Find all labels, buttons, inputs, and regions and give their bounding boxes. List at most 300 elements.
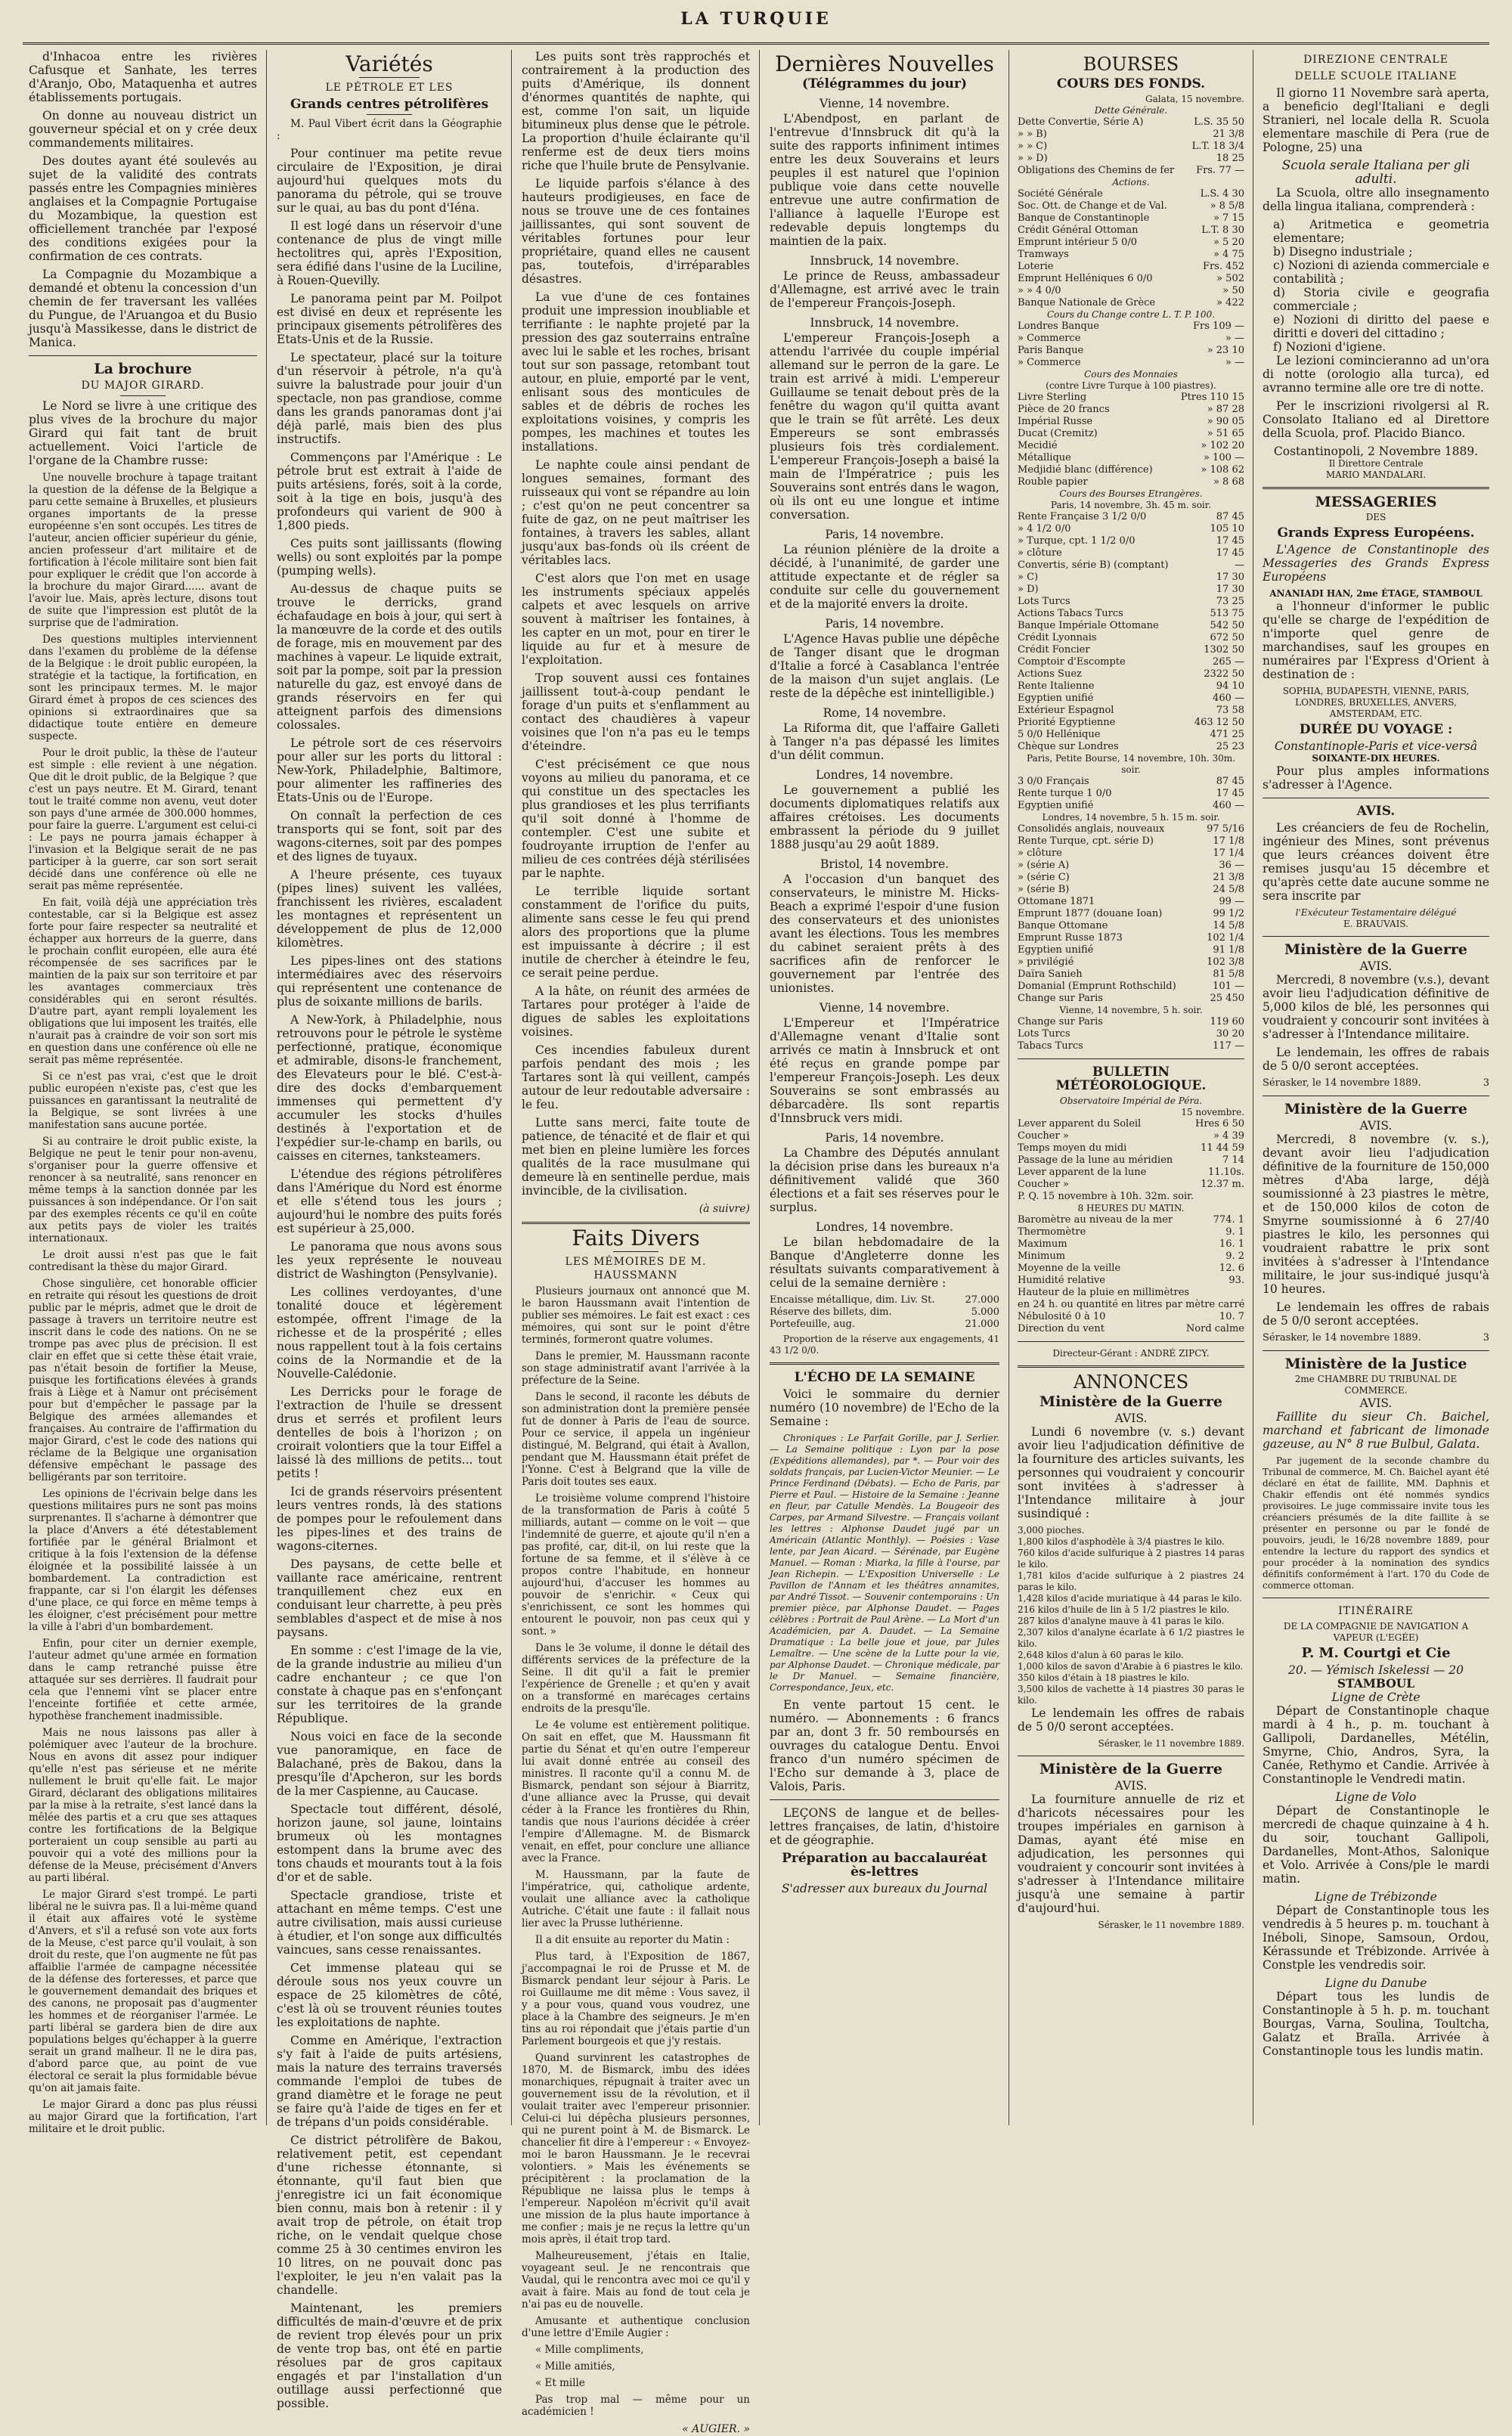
paragraph: Le pétrole sort de ces réservoirs pour aller sur les ports du littoral : New-York, Philadelphie, Baltimore, pour alimenter les raffineries des Etats-Unis ou de l'Europe. [277, 736, 502, 804]
paragraph: Mais ne nous laissons pas aller à polémiquer avec l'auteur de la brochure. Nous en avons dit assez pour indiquer qu'elle n'est pas sérieuse et ne mérite nullement le bruit qu'elle fait. Le major Girard, déclarant des obligations militaires par la mise à la retraite, s'est lancé dans la mêlée des partis et a cru que ses attaques contre les fortifications de la Belgique porteraient un coup sensible au parti au pouvoir qui a voté des millions pour la défense de la Meuse, précisément d'Anvers au parti libéral. [29, 1727, 257, 1884]
guerre2-avis: AVIS. [1359, 1119, 1393, 1133]
table-row [1018, 392, 1244, 404]
row-label: Emprunt Helléniques 6 0/0 [1018, 273, 1153, 284]
echo-title: L'ÉCHO DE LA SEMAINE [794, 1370, 975, 1385]
petrole-title: Grands centres pétrolifères [290, 97, 489, 112]
column-5 [1018, 50, 1244, 2125]
table-row [1018, 860, 1244, 872]
paragraph: Les puits sont très rapprochés et contrairement à la production des puits d'Amérique, ils donnent d'énormes quantités de naphte, qui est, comme l'on sait, un liquide bitumineux plus dense que le pétrole. La proportion d'huile éclairante qu'il renferme est de deux tiers moins riche que l'huile brute de Pensylvanie. [522, 50, 750, 172]
table-row [1018, 212, 1244, 225]
row-value: » — [1225, 357, 1244, 368]
ad2-text: La fourniture annuelle de riz et d'haricots nécessaires pour les troupes impériales en garnison à Damas, ayant été mise en adjudication, les personnes qui voudraient y concourir sont invitées à s'adresser à l'Intendance militaire jusqu'à une semaine à partir d'aujourd'hui. [1018, 1793, 1244, 1915]
agency-line: ANANIADI HAN, 2me ÉTAGE, STAMBOUL [1269, 588, 1483, 599]
messageries-subtitle: Grands Express Européens. [1277, 525, 1475, 541]
row-label: » (série C) [1018, 872, 1070, 883]
row-label: Rente Italienne [1018, 680, 1095, 692]
row-value: 9. 1 [1225, 1226, 1244, 1238]
guerre1-title: Ministère de la Guerre [1284, 941, 1467, 958]
dispatch-dateline: Innsbruck, 14 novembre. [810, 316, 959, 330]
table-row [1018, 1179, 1244, 1191]
divider [522, 1222, 750, 1224]
table-row [1018, 333, 1244, 345]
row-value: 24 5/8 [1213, 884, 1244, 895]
table-row [1018, 1167, 1244, 1179]
paragraph: Le droit aussi n'est pas que le fait contredisant la thèse du major Girard. [29, 1249, 257, 1273]
row-label: Convertis, série B) (comptant) [1018, 559, 1169, 571]
paragraph: Pour continuer ma petite revue circulaire de l'Exposition, je dirai aujourd'hui quelques mots du panorama du pétrole, qui se trouve sur le quai, au bas du pont d'Iéna. [277, 147, 502, 215]
paragraph: Dans le second, il raconte les débuts de son administration dont la première pensée fut de donner à Paris de l'eau de source. Pour ce service, il appela un ingénieur distingué, M. Belgrand, qui était à Avallon, pendant que M. Haussmann était préfet de l'Yonne. C'est à Belgrand que la ville de Paris doit toutes ses eaux. [522, 1391, 750, 1488]
shipping-line-text: Départ de Constantinople le mercredi de chaque quinzaine à 4 h. du soir, touchant Gallipoli, Dardanelles, Mont-Athos, Salonique et Volo. Arrivée à Cons/ple le mardi matin. [1263, 1804, 1489, 1886]
row-label: Crédit Foncier [1018, 644, 1090, 655]
paragraph: Pour le droit public, la thèse de l'auteur est simple : elle revient à une négation. Que dit le droit public, de la Belgique ? que c'est un pays neutre. Et M. Girard, tenant tout le traité comme non avenu, veut doter son pays d'une armée de 300.000 hommes, pour faire la guerre. L'argument est celui-ci : Le pays ne pourra jamais échapper à l'invasion et la Belgique serait de ne pas participer à la guerre, car son sort serait décidé dans une conférence où elle ne serait pas même représentée. [29, 747, 257, 892]
table-row [1018, 705, 1244, 717]
agency-text: a l'honneur d'informer le public qu'elle se charge de l'expédition de n'importe quel genre de marchandises, sauf les groupes en numéraires par l'Express d'Orient à destination de : [1263, 600, 1489, 681]
guerre1-sign: Sérasker, le 14 novembre 1889. [1263, 1077, 1421, 1089]
paragraph: En somme : c'est l'image de la vie, de la grande industrie au milieu d'un cadre enchanteur ; ce que l'on constate à chaque pas en s'enfonçant sur les territoires de la grande République. [277, 1644, 502, 1725]
ad-item: 760 kilos d'acide sulfurique à 2 piastres 14 paras le kilo. [1018, 1548, 1244, 1570]
brochure-title: La brochure [94, 361, 192, 377]
row-value: 73 58 [1216, 705, 1244, 716]
byline: M. Paul Vibert écrit dans la Géographie : [277, 118, 502, 142]
agency-cities: SOPHIA, BUDAPESTH, VIENNE, PARIS, LONDRES, BRUXELLES, ANVERS, AMSTERDAM, ETC. [1282, 686, 1470, 719]
row-label: Direction du vent [1018, 1323, 1105, 1334]
dispatch-dateline: Paris, 14 novembre. [825, 528, 944, 541]
row-label: » (série A) [1018, 860, 1070, 871]
guerre2-sign: Sérasker, le 14 novembre 1889. [1263, 1332, 1421, 1344]
school-items [1263, 218, 1489, 354]
paragraph: Le terrible liquide sortant constamment de l'orifice du puits, alimente sans cesse le feu qui prend alors des proportions que la plume est impuissante à décrire ; il est inutile de chercher à éteindre le feu, ce serait peine perdue. [522, 885, 750, 980]
row-value: Frs. 452 [1203, 261, 1244, 272]
monnaies-title: Cours des Monnaies [1084, 369, 1178, 380]
divider [359, 77, 420, 78]
masthead-title: LA TURQUIE [680, 9, 832, 29]
table-row [1018, 141, 1244, 153]
table-row [1018, 225, 1244, 237]
row-label: Tramways [1018, 249, 1069, 260]
row-value: » 50 [1222, 285, 1244, 296]
school-title: Scuola serale Italiana per gli adulti. [1281, 158, 1470, 187]
school-item: b) Disegno industriale ; [1273, 245, 1413, 259]
paragraph: Maintenant, les premiers difficultés de main-d'œuvre et de prix de revient trop élevés pour un prix de vente trop bas, ont été en partie résolues par de gros capitaux engagés et par l'installation d'un outillage aussi perfectionné que possible. [277, 2301, 502, 2410]
row-label: Mecidié [1018, 440, 1058, 451]
monnaies-table [1018, 392, 1244, 488]
row-value: 9. 2 [1225, 1251, 1244, 1262]
table-row [1018, 416, 1244, 428]
row-label: Consolidés anglais, nouveaux [1018, 823, 1165, 835]
row-value: 101 — [1213, 981, 1244, 992]
shipping-line-title: Ligne du Danube [1325, 1976, 1427, 1990]
monnaies-subtitle: (contre Livre Turque à 100 piastres). [1046, 380, 1216, 391]
row-label: » C) [1018, 572, 1039, 583]
dispatch-text: Le prince de Reuss, ambassadeur d'Allemagne, est arrivé avec le train de l'empereur François-Joseph. [770, 269, 999, 310]
paragraph: Dans le premier, M. Haussmann raconte son stage administratif avant l'arrivée à la préfecture de la Seine. [522, 1350, 750, 1387]
divider [770, 1799, 999, 1800]
row-label: Hauteur de la pluie en millimètres [1018, 1287, 1190, 1298]
school-item: a) Aritmetica e geometria elementare; [1273, 218, 1489, 245]
paragraph: Le liquide parfois s'élance à des hauteurs prodigieuses, en face de nous se trouve une de ces fontaines jaillissantes, qui sont souvent de véritables fortunes pour leur propriétaire, quand elles ne causent pas, toutefois, d'irréparables désastres. [522, 177, 750, 286]
divider [613, 1251, 658, 1252]
table-row [1018, 1323, 1244, 1335]
column-rule [266, 50, 267, 2125]
row-value: 12. 6 [1219, 1263, 1244, 1274]
table-row [1018, 884, 1244, 896]
itinerary-subtitle: DE LA COMPAGNIE DE NAVIGATION A VAPEUR (L'EGÉE) [1283, 1621, 1469, 1643]
table-row [1018, 547, 1244, 559]
paragraph: On donne au nouveau district un gouverneur spécial et on y crée deux commandements militaires. [29, 109, 257, 150]
fonds-title: COURS DES FONDS. [1056, 76, 1206, 91]
row-label: 5 0/0 Hellénique [1018, 729, 1101, 740]
paragraph: Ces puits sont jaillissants (flowing wells) ou sont exploités par la pompe (pumping wells). [277, 537, 502, 578]
row-value: » 4 75 [1213, 249, 1244, 260]
guerre1-text: Mercredi, 8 novembre (v.s.), devant avoir lieu l'adjudication définitive de 5,000 kilos de blé, les personnes qui voudraient y concourir sont invitées à s'adresser à l'Intendance militaire. [1263, 973, 1489, 1041]
paragraph: A l'heure présente, ces tuyaux (pipes lines) suivent les vallées, franchissent les rivières, escaladent les montagnes et représentent un développement de plus de 12,000 kilomètres. [277, 868, 502, 950]
row-label: Banque Impériale Ottomane [1018, 620, 1159, 631]
table-row [1018, 608, 1244, 620]
table-row [1018, 741, 1244, 753]
guerre2-sign-row [1263, 1332, 1489, 1344]
divider [770, 1362, 999, 1365]
meteo-heures: 8 HEURES DU MATIN. [1077, 1203, 1185, 1213]
ad-item: 1,781 kilos d'acide sulfurique à 2 piastres 24 paras le kilo. [1018, 1570, 1244, 1592]
rochelin-text: Les créanciers de feu de Rochelin, ingénieur des Mines, sont prévenus que leurs créances doivent être remises jusqu'au 15 décembre et qu'après cette date aucune somme ne sera inscrite par [1263, 821, 1489, 903]
paragraph: Les pipes-lines ont des stations intermédiaires avec des réservoirs qui représentent une contenance de plus de soixante millions de barils. [277, 954, 502, 1009]
row-value: 542 50 [1210, 620, 1244, 631]
augier-signature: « AUGIER. » [682, 2423, 750, 2435]
masthead-rule [23, 42, 1489, 45]
row-label: Medjidié blanc (différence) [1018, 464, 1153, 476]
dispatch-dateline: Londres, 14 novembre. [816, 1220, 953, 1234]
bourses-title: BOURSES [1083, 54, 1179, 75]
dispatch-text: Le bilan hebdomadaire de la Banque d'Angleterre donne les résultats suivants comparativement à celui de la semaine dernière : [770, 1235, 999, 1290]
annonces-title: ANNONCES [1073, 1371, 1189, 1393]
guerre1-close: Le lendemain, les offres de rabais de 5 0/0 seront acceptées. [1263, 1046, 1489, 1073]
row-value: 463 12 50 [1194, 717, 1244, 728]
paragraph: Plusieurs journaux ont annoncé que M. le baron Haussmann avait l'intention de publier ses mémoires. Le fait est exact : ces mémoires, qui sont sur le point d'être terminés, formeront quatre volumes. [522, 1285, 750, 1346]
school-item: c) Nozioni di azienda commerciale e contabilità ; [1273, 259, 1489, 286]
petrole-body [277, 147, 502, 2410]
table-row [1018, 1299, 1244, 1311]
vienna-line: Vienne, 14 novembre, 5 h. soir. [1059, 1005, 1203, 1015]
shipping-lines [1263, 1691, 1489, 2058]
row-label: Loterie [1018, 261, 1054, 272]
row-label: Change sur Paris [1018, 1016, 1103, 1027]
table-row [1018, 920, 1244, 932]
row-label: Londres Banque [1018, 321, 1099, 332]
row-value: 7 14 [1222, 1154, 1244, 1166]
table-row [1018, 1263, 1244, 1275]
row-value: » — [1225, 333, 1244, 344]
dispatch-text: Le gouvernement a publié les documents diplomatiques relatifs aux affaires crétoises. Les documents embrassent la période du 9 juillet 1888 jusqu'au 29 août 1889. [770, 783, 999, 851]
table-row [1018, 729, 1244, 741]
ad-item: 1,800 kilos d'asphodèle à 3/4 piastres le kilo. [1018, 1536, 1225, 1547]
row-value: 81 5/8 [1213, 969, 1244, 980]
paragraph: Le 4e volume est entièrement politique. On sait en effet, que M. Haussmann fit partie du Sénat et qu'en outre l'empereur lui avait donné entrée au conseil des ministres. Il raconte qu'il a connu M. de Bismarck, pendant son séjour à Biarritz, d'une alliance avec la Prusse, qui devait céder à la France les frontières du Rhin, tandis que nous l'aurions décidée à créer l'empire d'Allemagne. M. de Bismarck venait, en effet, pour conclure une alliance avec la France. [522, 1719, 750, 1864]
row-value: 87 45 [1216, 776, 1244, 787]
school-text-4: Per le inscrizioni rivolgersi al R. Consolato Italiano ed al Direttore della Scuola, prof. Placido Bianco. [1263, 399, 1489, 440]
table-row [1018, 428, 1244, 440]
table-row [1018, 1028, 1244, 1040]
ministere-title-2: Ministère de la Guerre [1040, 1761, 1222, 1777]
ad-item: 2,648 kilos d'alun à 60 paras le kilo. [1018, 1650, 1184, 1660]
table-row [1018, 273, 1244, 285]
paragraph: Le naphte coule ainsi pendant de longues semaines, formant des ruisseaux qui vont se répandre au loin ; c'est qu'on ne peut concentrer sa fuite de gaz, on ne peut maîtriser les fontaines, à travers les sables, allant jusqu'aux bas-fonds où ils créent de véritables lacs. [522, 458, 750, 567]
row-value: 97 5/16 [1207, 823, 1244, 835]
paragraph: Trop souvent aussi ces fontaines jaillissent tout-à-coup pendant le forage d'un puits et s'enflamment au contact des chaudières à vapeur voisines que l'on n'a pas eu le temps d'éteindre. [522, 671, 750, 753]
row-value: » 8 5/8 [1210, 200, 1244, 212]
guerre1-sign-row [1263, 1077, 1489, 1089]
table-row [1018, 596, 1244, 608]
row-value: » 90 05 [1207, 416, 1244, 427]
divider [1018, 1341, 1244, 1342]
shipping-line-text: Départ tous les lundis de Constantinople à 5 h. p. m. touchant Bourgas, Varna, Soulina, Toultcha, Galatz et Braïla. Arrivée à Constantinople tous les lundis matin. [1263, 1990, 1489, 2058]
row-value: 93. [1228, 1275, 1244, 1286]
paragraph: « Et mille [535, 2377, 585, 2389]
echo-intro: Voici le sommaire du dernier numéro (10 novembre) de l'Echo de la Semaine : [770, 1387, 999, 1428]
table-row [1018, 717, 1244, 729]
school-date: Costantinopoli, 2 Novembre 1889. [1273, 445, 1479, 458]
row-value: 99 1/2 [1213, 908, 1244, 919]
row-value: 10. 7 [1219, 1311, 1244, 1322]
school-item: e) Nozioni di diritto del paese e diritti e doveri del cittadino ; [1273, 313, 1489, 340]
row-label: Baromètre au niveau de la mer [1018, 1214, 1173, 1226]
table-row [1018, 404, 1244, 416]
table-row [1018, 969, 1244, 981]
row-value: 17 1/4 [1213, 848, 1244, 859]
row-label: Temps moyen du midi [1018, 1142, 1127, 1154]
row-label: Soc. Ott. de Change et de Val. [1018, 200, 1167, 212]
paragraph: Lutte sans merci, faite toute de patience, de ténacité et de flair et qui met bien en pleine lumière les forces qualités de la race musulmane qui demeure là en sentinelle perdue, mais invincible, de la civilisation. [522, 1116, 750, 1198]
table-row [1018, 644, 1244, 656]
messageries-des: DES [1365, 512, 1387, 522]
paragraph: On connaît la perfection de ces transports qui se font, soit par des wagons-citernes, soit par des pompes et des lignes de tuyaux. [277, 809, 502, 863]
row-label: Rente Turque, cpt. série D) [1018, 835, 1154, 847]
table-row [1018, 297, 1244, 309]
row-value: 17 30 [1216, 584, 1244, 595]
row-value: 460 — [1213, 800, 1244, 811]
row-label: en 24 h. ou quantité en litres par mètre carré [1018, 1299, 1245, 1310]
actions-title: Actions. [1112, 177, 1150, 188]
prep-title: Préparation au baccalauréat ès-lettres [782, 1851, 987, 1880]
ad-item: 216 kilos d'huile de lin à 5 1/2 piastres le kilo. [1018, 1604, 1230, 1615]
row-label: Impérial Russe [1018, 416, 1093, 427]
dispatch-text: La réunion plénière de la droite a décidé, à l'unanimité, de garder une attitude expectante et de régler sa conduite sur celle du gouvernement et de la majorité envers la droite. [770, 543, 999, 611]
faits-divers-body [522, 1285, 750, 2418]
table-row [1018, 200, 1244, 212]
row-value: 17 45 [1216, 535, 1244, 547]
paragraph: Les opinions de l'écrivain belge dans les questions militaires purs ne sont pas moins surprenantes. Il s'acharne à démontrer que la place d'Anvers a été détestablement fortifiée par le général Brialmont et critique à la fois l'extension de la défense éloignée et la possibilité laissée à un bombardement. La contradiction est frappante, car si l'on élargit les défenses d'une place, ce qui force en même temps à les éloigner, c'est précisément pour mettre la ville à l'abri d'un bombardement. [29, 1488, 257, 1633]
telegrams-subtitle: (Télégrammes du jour) [802, 76, 967, 91]
table-row [1018, 464, 1244, 476]
paragraph: « Mille amitiés, [535, 2360, 615, 2372]
row-label: Egyptien unifié [1018, 693, 1094, 704]
row-value: 17 45 [1216, 788, 1244, 799]
row-value: 102 3/8 [1207, 956, 1244, 968]
row-label: Coucher » [1018, 1130, 1069, 1142]
row-label: Lots Turcs [1018, 596, 1070, 607]
paragraph: Le panorama peint par M. Poilpot est divisé en deux et représente les principaux gisements pétrolifères des Etats-Unis et de la Russie. [277, 292, 502, 346]
table-row [1018, 559, 1244, 572]
ad-item: 3,500 kilos de vachette à 14 piastres 30 paras le kilo. [1018, 1684, 1244, 1706]
table-row [1018, 165, 1244, 177]
row-value: Frs 109 — [1193, 321, 1244, 332]
row-label: Lever apparent du Soleil [1018, 1118, 1142, 1130]
column-rule [511, 50, 512, 2125]
row-label: » Commerce [1018, 333, 1081, 344]
paragraph: A New-York, à Philadelphie, nous retrouvons pour le pétrole le système perfectionné, pratique, économique et admirable, disons-le franchement, des Elevateurs pour le blé. C'est-à-dire des docks d'embarquement immenses qui permettent d'y accumuler les stocks d'huiles destinés à l'exportation et de l'expédier sur-le-champ en barils, ou caisses en citernes, tanksteamers. [277, 1013, 502, 1163]
ad-close: Le lendemain les offres de rabais de 5 0/0 seront acceptées. [1018, 1706, 1244, 1734]
paragraph: Si au contraire le droit public existe, la Belgique ne peut le tenir pour non-avenu, s'organiser pour la guerre offensive et renoncer à sa neutralité, sans renoncer en même temps à la sanction donnée par les puissances à son indépendance. Or l'on sait par des exemples récents ce qu'il en coûte aux petits pays de violer les traités internationaux. [29, 1136, 257, 1244]
row-label: Nébulosité 0 à 10 [1018, 1311, 1106, 1322]
row-label: Rente turque 1 0/0 [1018, 788, 1112, 799]
row-label: Société Générale [1018, 188, 1103, 200]
row-value: 25 23 [1216, 741, 1244, 752]
messageries-text: L'Agence de Constantinople des Messageries des Grands Express Européens [1263, 543, 1489, 584]
row-value: 94 10 [1216, 680, 1244, 692]
column-6 [1263, 50, 1489, 2125]
row-label: Minimum [1018, 1251, 1066, 1262]
table-row [1018, 1238, 1244, 1251]
paragraph: Malheureusement, j'étais en Italie, voyageant seul. Je ne rencontrais que Vaudal, qui le rencontra avec moi ce qu'il y avait à faire. Mais au fond de tout cela je n'ai pas eu de nouvelle. [522, 2250, 750, 2310]
table-row [1018, 823, 1244, 835]
row-label: 3 0/0 Français [1018, 776, 1089, 787]
paragraph: Le major Girard s'est trompé. Le parti libéral ne le suivra pas. Il a lui-même quand il était aux affaires voté le système d'Anvers, et s'il a refusé son vote aux forts de la Meuse, c'est parce qu'il voulait, à son droit du reste, que l'on augmente ne fût pas affaiblie l'armée de campagne nécessitée de la défense des forteresses, et parce que le gouvernement demandait des briques et des canons, ne proposait pas d'augmenter les hommes et de réorganiser l'armée. Le parti libéral se gardera bien de dire aux populations belges qu'échapper à la guerre serait un grand malheur. Il ne le dira pas, d'abord parce que, au point de vue électoral ce serait la plus formidable bévue qu'on ait jamais faite. [29, 1889, 257, 2094]
paragraph: Des paysans, de cette belle et vaillante race américaine, rentrent tranquillement chez eux en conduisant leur charrette, à peu près semblables d'aspect et de mise à nos paysans. [277, 1557, 502, 1639]
row-value: 11 44 59 [1201, 1142, 1244, 1154]
itinerary-company: P. M. Courtgi et Cie [1301, 1645, 1451, 1661]
guerre1-avis: AVIS. [1359, 959, 1393, 973]
table-row [1018, 981, 1244, 993]
row-value: 117 — [1213, 1040, 1244, 1052]
table-row [1018, 680, 1244, 693]
table-row [1018, 835, 1244, 848]
row-value: 2322 50 [1204, 668, 1244, 680]
table-row [1018, 523, 1244, 535]
director-line: Directeur-Gérant : ANDRÉ ZIPCY. [1052, 1348, 1210, 1359]
dispatch-dateline: Vienne, 14 novembre. [819, 1001, 950, 1015]
dette-title: Dette Générale. [1094, 105, 1168, 116]
row-label: Ducat (Cremitz) [1018, 428, 1098, 439]
ad-text: Lundi 6 novembre (v. s.) devant avoir lieu l'adjudication définitive de la fourniture des articles suivants, les personnes qui voudraient y concourir sont invitées à s'adresser à l'Intendance militaire à jour susindiqué : [1018, 1425, 1244, 1520]
ad-item: 2,307 kilos d'analyne écarlate à 6 1/2 piastres le kilo. [1018, 1627, 1244, 1649]
paragraph: Il a dit ensuite au reporter du Matin : [535, 1934, 730, 1946]
school-sig-role: Il Direttore Centrale [1328, 458, 1424, 469]
varietes-title: Variétés [345, 51, 433, 76]
ad2-sign: Sérasker, le 11 novembre 1889. [1098, 1920, 1244, 1930]
etrangeres-subtitle: Paris, 14 novembre, 3h. 45 m. soir. [1050, 500, 1212, 510]
lessons-ad: LEÇONS de langue et de belles-lettres françaises, de latin, d'histoire et de géographie. [770, 1806, 999, 1847]
row-value: 99 — [1219, 896, 1244, 907]
row-label: Pièce de 20 francs [1018, 404, 1110, 415]
row-label: » » 4 0/0 [1018, 285, 1061, 296]
divider [1263, 1350, 1489, 1351]
table-row [1018, 1226, 1244, 1238]
row-value: 1302 50 [1204, 644, 1244, 655]
row-value: 73 25 [1216, 596, 1244, 607]
shipping-line-title: Ligne de Crète [1331, 1691, 1421, 1704]
table-row [1018, 620, 1244, 632]
table-row [1018, 188, 1244, 200]
divider [367, 114, 412, 115]
paragraph: Commençons par l'Amérique : Le pétrole brut est extrait à l'aide de puits artésiens, forés, soit à la corde, soit à la tige en bois, jusqu'à des profondeurs qui varient de 900 à 1,800 pieds. [277, 451, 502, 532]
row-value: 21 3/8 [1213, 129, 1244, 140]
table-row [1018, 1191, 1244, 1203]
ad-items [1018, 1525, 1244, 1706]
row-label: Domanial (Emprunt Rothschild) [1018, 981, 1176, 992]
row-value: 36 — [1219, 860, 1244, 871]
meteo-table-2 [1018, 1214, 1244, 1335]
paragraph: Le troisième volume comprend l'histoire de la transformation de Paris à coûté 5 milliards, autant — comme on le voit — que l'indemnité de guerre, et ajoute qu'il n'en a pas profité, car, dit-il, on lui reste que la fortune de sa femme, et il s'élève à ce propos contre l'habitude, en honneur aujourd'hui, d'accuser les hommes au pouvoir de s'enrichir. « Ceux qui s'enrichissent, ce sont les hommes qui entourent le pouvoir, non pas ceux qui y sont. » [522, 1492, 750, 1638]
row-value: » 422 [1216, 297, 1244, 308]
row-label: » privilégié [1018, 956, 1074, 968]
petrole-continued [522, 50, 750, 1198]
row-label: Rouble papier [1018, 476, 1088, 488]
etrangeres-title: Cours des Bourses Etrangères. [1059, 488, 1203, 499]
table-row [1018, 800, 1244, 812]
row-value: » 100 — [1203, 452, 1244, 463]
guerre1-num: 3 [1483, 1077, 1489, 1089]
paragraph: Ce district pétrolifère de Bakou, relativement petit, est cependant d'une richesse étonnante, si étonnante, qu'il faut bien que j'enregistre ici un fait économique bien connu, mais bon à retenir : il y avait trop de pétrole, on était trop riche, on le vendait quelque chose comme 25 à 30 centimes environ les 10 litres, on ne pouvait donc pas l'exploiter, le jeu n'en valait pas la chandelle. [277, 2134, 502, 2297]
rochelin-sig1: l'Exécuteur Testamentaire délégué [1295, 907, 1457, 918]
dispatch-text: L'Empereur et l'Impératrice d'Allemagne venant d'Italie sont arrivés ce matin à Innsbruck et ont été reçus en grande pompe par l'empereur François-Joseph. Les deux Souverains se sont embrassés au débarcadère. Ils sont repartis d'Innsbruck vers midi. [770, 1016, 999, 1125]
table-row [1018, 632, 1244, 644]
row-value: 471 25 [1210, 729, 1244, 740]
divider [29, 355, 257, 356]
row-label: Banque de Constantinople [1018, 212, 1150, 224]
paris2-table [1018, 776, 1244, 812]
shipping-line-text: Départ de Constantinople chaque mardi à 4 h., p. m. touchant à Gallipoli, Dardanelles, Métélin, Smyrne, Chio, Andros, Syra, la Canée, Rethymo et Candie. Arrivée à Constantinople le Vendredi matin. [1263, 1704, 1489, 1786]
paragraph: Spectacle tout différent, désolé, horizon jaune, sol jaune, lointains brumeux où les montagnes estompent dans la brume avec des tons chauds et mourants tout à la fois d'or et de sable. [277, 1802, 502, 1884]
dispatches [770, 97, 999, 1290]
table-row [1018, 357, 1244, 369]
school-header-1: DIREZIONE CENTRALE [1303, 54, 1448, 66]
paragraph: Nous voici en face de la seconde vue panoramique, en face de Balachané, près de Bakou, dans la presqu'île d'Apcheron, sur les bords de la mer Caspienne, au Caucase. [277, 1730, 502, 1798]
row-label: Actions Suez [1018, 668, 1082, 680]
brochure-intro: Le Nord se livre à une critique des plus vives de la brochure du major Girard qui fait tant de bruit actuellement. Voici l'article de l'organe de la Chambre russe: [29, 399, 257, 467]
table-row [1018, 345, 1244, 357]
table-row [770, 1294, 999, 1306]
echo-subscription: En vente partout 15 cent. le numéro. — Abonnements : 6 francs par an, dont 3 fr. 50 remboursés en ouvrages du catalogue Dentu. Envoi franco d'un numéro spécimen de l'Echo sur demande à 3, place de Valois, Paris. [770, 1698, 999, 1793]
justice-faillite: Faillite du sieur Ch. Baichel, marchand et fabricant de limonade gazeuse, au N° 8 rue Bulbul, Galata. [1263, 1410, 1489, 1451]
dispatch-dateline: Paris, 14 novembre. [825, 617, 944, 631]
dispatch-text: A l'occasion d'un banquet des conservateurs, le ministre M. Hicks-Beach a exprimé l'espoir d'une fusion des conservateurs et des unionistes avant les élections. Tous les membres du cabinet seraient prêts à des sacrifices afin de renforcer le gouvernement par l'entrée des unionistes. [770, 872, 999, 995]
paragraph: Des doutes ayant été soulevés au sujet de la validité des contrats passés entre les Compagnies minières anglaises et la Compagnie Portugaise du Mozambique, la question est officiellement tranchée par l'exposé des conditions exigées pour la confirmation de ces contrats. [29, 154, 257, 263]
table-row [1018, 572, 1244, 584]
table-row [1018, 285, 1244, 297]
row-label: Métallique [1018, 452, 1071, 463]
paragraph: Amusante et authentique conclusion d'une lettre d'Emile Augier : [522, 2315, 750, 2339]
paragraph: M. Haussmann, par la faute de l'impératrice, qui, catholique ardente, voulait une alliance avec la catholique Autriche. C'était une faute : il fallait nous lier avec la Prusse luthérienne. [522, 1869, 750, 1929]
dispatch-dateline: Vienne, 14 novembre. [819, 97, 950, 110]
rochelin-avis: AVIS. [1356, 804, 1396, 819]
row-label: Passage de la lune au méridien [1018, 1154, 1173, 1166]
row-value: 25 450 [1210, 993, 1244, 1004]
paragraph: L'étendue des régions pétrolifères dans l'Amérique du Nord est énorme et elle s'étend tous les jours ; aujourd'hui le nombre des puits forés est supérieur à 25,000. [277, 1167, 502, 1235]
vienna-table [1018, 1016, 1244, 1052]
voyage-hours: SOIXANTE-DIX HEURES. [1312, 753, 1440, 764]
row-label: Lots Turcs [1018, 1028, 1070, 1040]
table-row [1018, 668, 1244, 680]
paragraph: Pas trop mal — même pour un académicien ! [522, 2394, 750, 2418]
row-value: 17 30 [1216, 572, 1244, 583]
intro-article [29, 50, 257, 349]
row-label: Emprunt 1877 (douane Ioan) [1018, 908, 1163, 919]
table-row [1018, 872, 1244, 884]
table-row [1018, 896, 1244, 908]
row-label: Chèque sur Londres [1018, 741, 1119, 752]
row-value: Hres 6 50 [1195, 1118, 1244, 1130]
row-value: » 87 28 [1207, 404, 1244, 415]
table-row [1018, 1130, 1244, 1142]
